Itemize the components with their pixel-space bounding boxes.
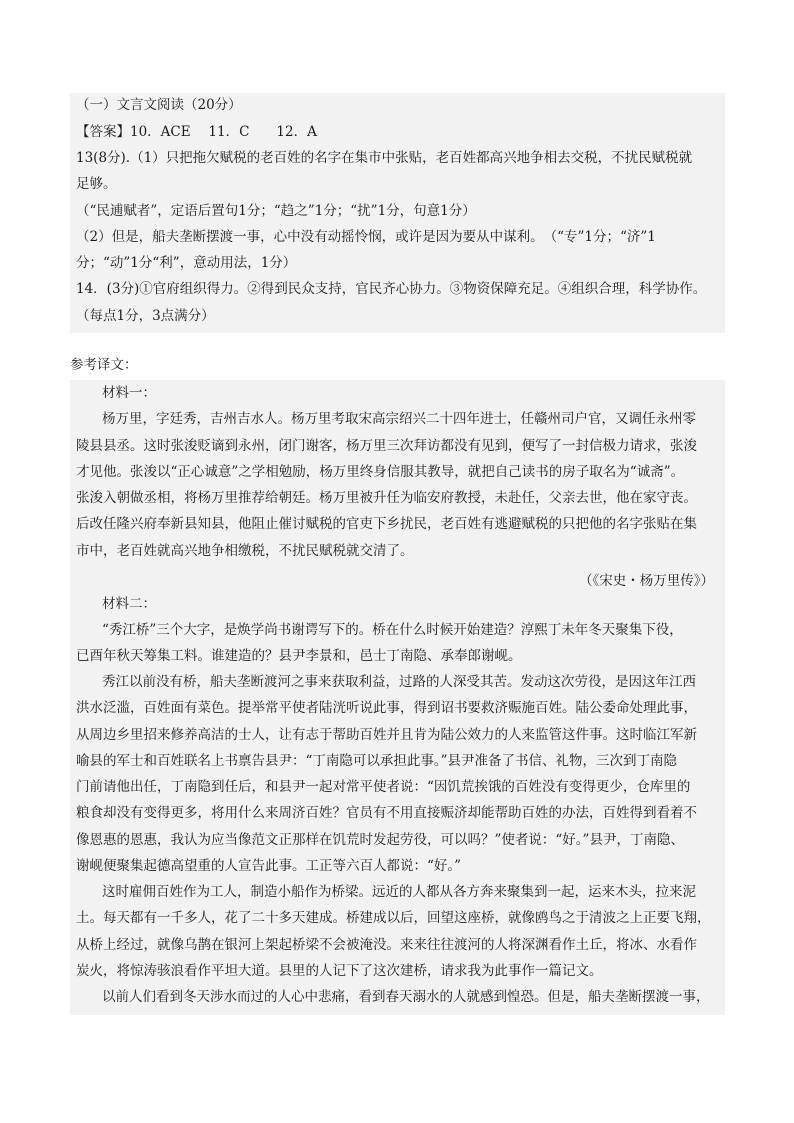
m1-line: 张浚入朝做丞相，将杨万里推荐给朝廷。杨万里被升任为临安府教授，未赴任，父亲去世，他在家守丧。	[76, 490, 697, 506]
m1-line: 陵县县丞。这时张浚贬谪到永州，闭门谢客，杨万里三次拜访都没有见到，便写了一封信极力请求，张浚	[76, 438, 697, 454]
answer-line: 【答案】10．ACE 11．C 12．A	[76, 124, 317, 140]
q14-line-2: （每点1分，3点满分）	[76, 308, 215, 324]
section-heading: （一）文言文阅读（20分）	[76, 97, 242, 113]
q13-line-3: （“民逋赋者”，定语后置句1分；“趋之”1分；“扰”1分，句意1分）	[76, 203, 476, 219]
m2-line: 像恩惠的恩惠，我认为应当像范文正那样在饥荒时发起劳役，可以吗？”使者说：“好。”县尹，丁南隐、	[76, 832, 684, 848]
translation-heading: 参考译文：	[70, 357, 138, 373]
m2-line: 土。每天都有一千多人，花了二十多天建成。桥建成以后，回望这座桥，就像鸥鸟之于清波之上正要飞翔，	[76, 910, 711, 926]
m2-line: 从桥上经过，就像乌鹊在银河上架起桥梁不会被淹没。来来往往渡河的人将深渊看作土丘，将冰、水看作	[76, 937, 697, 953]
m2-line: 洪水泛滥，百姓面有菜色。提举常平使者陆洸听说此事，得到诏书要救济赈施百姓。陆公委命处理此事，	[76, 700, 697, 716]
m2-line: 这时雇佣百姓作为工人，制造小船作为桥梁。远近的人都从各方奔来聚集到一起，运来木头，拉来泥	[102, 884, 696, 900]
q13-line-4: （2）但是，船夫垄断摆渡一事，心中没有动摇怜悯，或许是因为要从中谋利。 （“专”1分；“济”1	[76, 229, 656, 245]
m2-line: 炭火，将惊涛骇浪看作平坦大道。县里的人记下了这次建桥，请求我为此事作一篇记文。	[76, 963, 603, 979]
q13-line-2: 足够。	[76, 176, 117, 192]
m2-line: 门前请他出任，丁南隐到任后，和县尹一起对常平使者说：“因饥荒挨饿的百姓没有变得更少，仓库里的	[76, 779, 691, 795]
m1-line: 市中，老百姓就高兴地争相缴税，不扰民赋税就交清了。	[76, 543, 414, 559]
m2-line: “秀江桥”三个大字，是焕学尚书谢谔写下的。桥在什么时候开始建造？淳熙丁未年冬天聚集下役，	[102, 622, 683, 638]
m2-line: 以前人们看到冬天涉水而过的人心中悲痛，看到春天溺水的人就感到惶恐。但是，船夫垄断摆渡一事，	[102, 989, 710, 1005]
material-1-label: 材料一：	[102, 385, 156, 401]
material-2-label: 材料二：	[102, 596, 156, 612]
m1-line: 杨万里，字廷秀，吉州吉水人。杨万里考取宋高宗绍兴二十四年进士，任赣州司户官，又调任永州零	[102, 411, 696, 427]
m2-line: 粮食却没有变得更多，将用什么来周济百姓？官员有不用直接赈济却能帮助百姓的办法，百姓得到看着不	[76, 805, 697, 821]
m1-line: 才见他。张浚以“正心诚意”之学相勉励，杨万里终身信服其教导，就把自己读书的房子取名为“诚斋”。	[76, 464, 685, 480]
m2-line: 喻县的军士和百姓联名上书禀告县尹：“丁南隐可以承担此事。”县尹准备了书信、礼物，三次到丁南隐	[76, 753, 678, 769]
q13-line-5: 分；“动”1分“利”，意动用法，1分）	[76, 255, 297, 271]
m2-line: 秀江以前没有桥，船夫垄断渡河之事来获取利益，过路的人深受其苦。发动这次劳役，是因这年江西	[102, 674, 696, 690]
q14-line-1: 14．(3分)①官府组织得力。②得到民众支持，官民齐心协力。③物资保障充足。④组织合理，科学协作。	[76, 281, 707, 297]
m2-line: 谢岘便聚集起德高望重的人宣告此事。工正等六百人都说：“好。”	[76, 858, 462, 874]
material-1-source: （《宋史・杨万里传》）	[579, 573, 714, 589]
m2-line: 从周边乡里招来修养高洁的士人，让有志于帮助百姓并且肯为陆公效力的人来监管这件事。这时临江军新	[76, 727, 697, 743]
m1-line: 后改任隆兴府奉新县知县，他阻止催讨赋税的官吏下乡扰民，老百姓有逃避赋税的只把他的名字张贴在集	[76, 516, 697, 532]
m2-line: 已酉年秋天筹集工料。谁建造的？县尹李景和，邑士丁南隐、承奉郎谢岘。	[76, 648, 522, 664]
q13-line-1: 13(8分).（1）只把拖欠赋税的老百姓的名字在集市中张贴，老百姓都高兴地争相去交税，不扰民赋税就	[76, 150, 693, 166]
